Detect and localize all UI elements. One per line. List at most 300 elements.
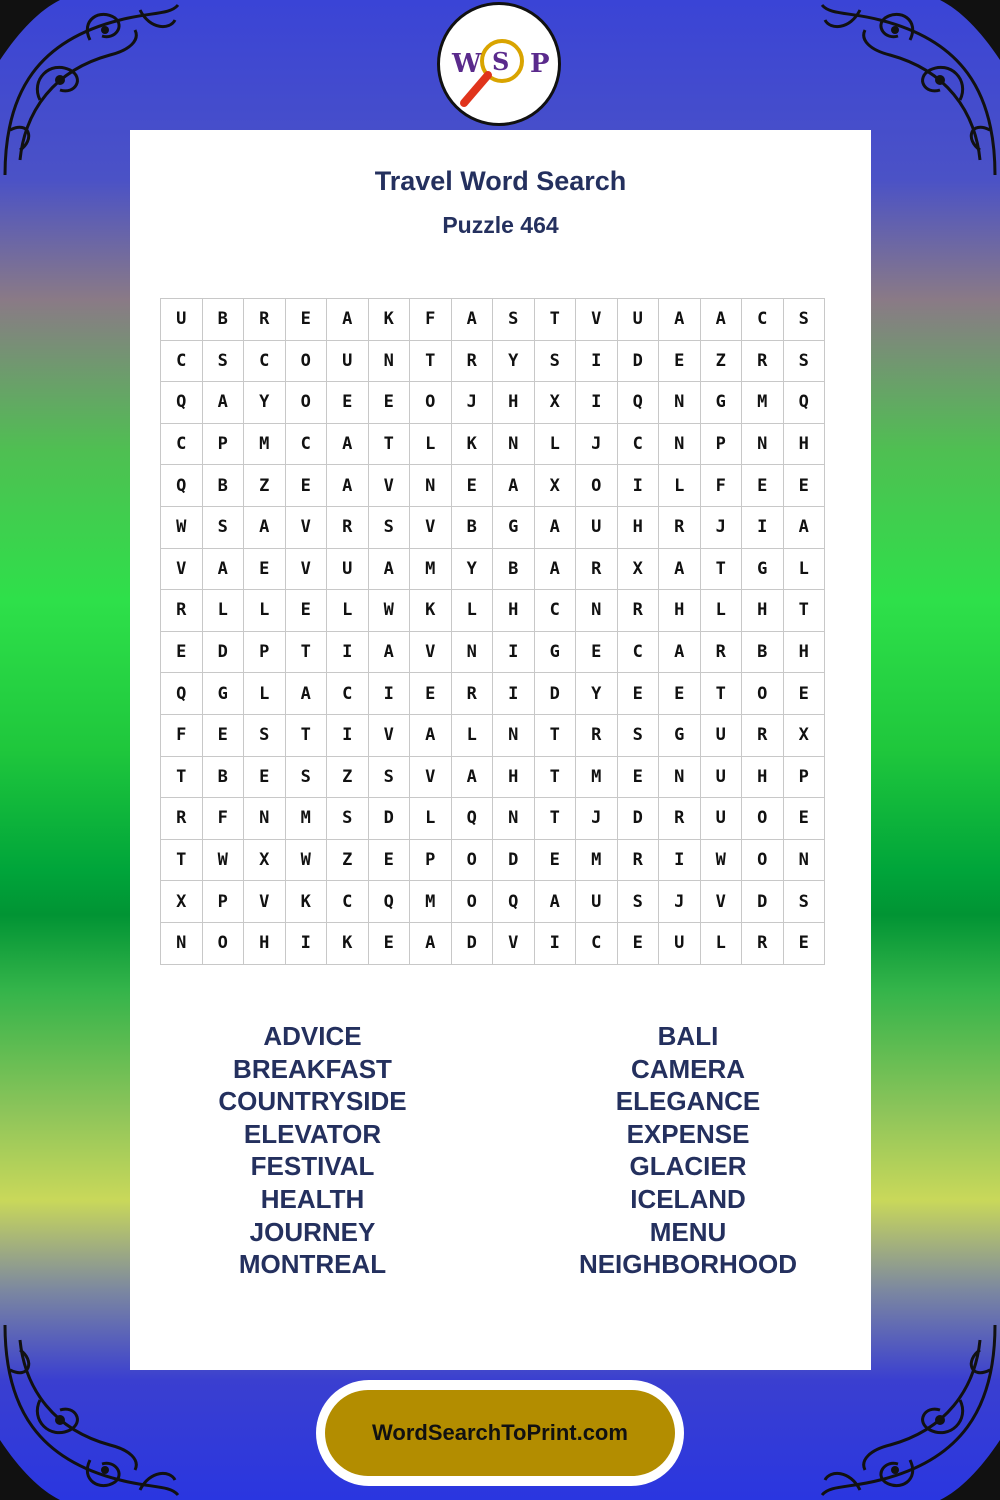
grid-cell[interactable]: H [659,590,701,632]
grid-cell[interactable]: M [576,756,618,798]
grid-cell[interactable]: M [410,548,452,590]
grid-cell[interactable]: R [244,299,286,341]
grid-cell[interactable]: S [617,881,659,923]
grid-cell[interactable]: N [493,798,535,840]
grid-cell[interactable]: V [368,465,410,507]
grid-cell[interactable]: X [534,382,576,424]
grid-cell[interactable]: N [451,631,493,673]
grid-cell[interactable]: S [783,340,825,382]
grid-cell[interactable]: Q [161,382,203,424]
grid-cell[interactable]: V [244,881,286,923]
grid-cell[interactable]: A [493,465,535,507]
grid-cell[interactable]: T [783,590,825,632]
grid-cell[interactable]: H [742,590,784,632]
word-item: ELEVATOR [243,1118,382,1149]
grid-cell[interactable]: Q [617,382,659,424]
grid-cell[interactable]: G [742,548,784,590]
grid-cell[interactable]: U [576,881,618,923]
grid-cell[interactable]: A [534,506,576,548]
grid-cell[interactable]: I [659,839,701,881]
grid-cell[interactable]: A [534,881,576,923]
grid-cell[interactable]: W [285,839,327,881]
grid-cell[interactable]: X [161,881,203,923]
grid-cell[interactable]: B [202,465,244,507]
grid-cell[interactable]: W [368,590,410,632]
grid-cell[interactable]: U [576,506,618,548]
grid-cell[interactable]: L [700,590,742,632]
grid-cell[interactable]: T [534,756,576,798]
grid-cell[interactable]: R [742,922,784,964]
grid-cell[interactable]: C [742,299,784,341]
grid-cell[interactable]: Y [493,340,535,382]
puzzle-number: Puzzle 464 [442,212,559,238]
grid-cell[interactable]: T [534,714,576,756]
grid-cell[interactable]: A [410,922,452,964]
grid-cell[interactable]: E [576,631,618,673]
grid-cell[interactable]: T [534,299,576,341]
grid-cell[interactable]: D [742,881,784,923]
grid-cell[interactable]: Z [327,756,369,798]
grid-cell[interactable]: L [244,590,286,632]
grid-cell[interactable]: E [368,382,410,424]
grid-cell[interactable]: I [742,506,784,548]
grid-cell[interactable]: A [451,756,493,798]
grid-cell[interactable]: B [202,756,244,798]
word-item: EXPENSE [626,1118,750,1149]
grid-row [161,798,825,840]
grid-cell[interactable]: N [410,465,452,507]
grid-cell[interactable]: E [244,548,286,590]
word-item: ELEGANCE [615,1086,761,1117]
grid-row [161,631,825,673]
word-item: ICELAND [630,1183,746,1214]
grid-cell[interactable]: K [327,922,369,964]
grid-cell[interactable]: V [368,714,410,756]
grid-cell[interactable]: L [202,590,244,632]
grid-cell[interactable]: A [534,548,576,590]
grid-cell[interactable]: R [576,714,618,756]
grid-cell[interactable]: K [368,299,410,341]
grid-cell[interactable]: R [451,340,493,382]
word-item: ADVICE [263,1021,362,1051]
grid-cell[interactable]: A [327,299,369,341]
grid-cell[interactable]: M [742,382,784,424]
grid-cell[interactable]: H [493,382,535,424]
grid-cell[interactable]: S [368,756,410,798]
grid-cell[interactable]: E [783,922,825,964]
grid-cell[interactable]: U [659,922,701,964]
logo-letter-p: P [530,49,550,79]
grid-cell[interactable]: S [244,714,286,756]
grid-cell[interactable]: C [161,423,203,465]
grid-cell[interactable]: J [451,382,493,424]
grid-cell[interactable]: I [617,465,659,507]
grid-cell[interactable]: E [617,922,659,964]
word-list-right [530,1020,846,1281]
grid-row [161,506,825,548]
grid-cell[interactable]: T [410,340,452,382]
grid-cell[interactable]: I [576,340,618,382]
grid-row [161,881,825,923]
grid-cell[interactable]: H [742,756,784,798]
grid-cell[interactable]: W [202,839,244,881]
grid-cell[interactable]: V [493,922,535,964]
grid-cell[interactable]: E [368,922,410,964]
grid-cell[interactable]: A [327,465,369,507]
grid-cell[interactable]: E [534,839,576,881]
grid-cell[interactable]: P [202,423,244,465]
grid-cell[interactable]: Q [368,881,410,923]
grid-cell[interactable]: F [202,798,244,840]
grid-cell[interactable]: D [617,798,659,840]
grid-cell[interactable]: A [659,548,701,590]
grid-cell[interactable]: O [451,881,493,923]
word-item: CAMERA [630,1053,746,1084]
logo-letter-w: W [452,49,482,79]
grid-cell[interactable]: D [534,673,576,715]
grid-cell[interactable]: I [576,382,618,424]
word-item: FESTIVAL [250,1151,375,1182]
grid-cell[interactable]: L [534,423,576,465]
grid-cell[interactable]: C [617,423,659,465]
grid-cell[interactable]: O [451,839,493,881]
grid-cell[interactable]: M [285,798,327,840]
site-link[interactable]: WordSearchToPrint.com [325,1390,675,1476]
grid-cell[interactable]: M [244,423,286,465]
grid-cell[interactable]: Q [161,673,203,715]
grid-cell[interactable]: S [783,299,825,341]
grid-cell[interactable]: W [700,839,742,881]
grid-cell[interactable]: L [700,922,742,964]
grid-cell[interactable]: V [576,299,618,341]
grid-cell[interactable]: K [451,423,493,465]
grid-cell[interactable]: L [410,798,452,840]
grid-row [161,548,825,590]
grid-cell[interactable]: O [742,673,784,715]
grid-cell[interactable]: E [659,673,701,715]
grid-cell[interactable]: A [285,673,327,715]
grid-cell[interactable]: C [161,340,203,382]
grid-cell[interactable]: L [451,714,493,756]
grid-cell[interactable]: T [161,756,203,798]
grid-cell[interactable]: Y [244,382,286,424]
grid-cell[interactable]: N [493,423,535,465]
grid-cell[interactable]: N [244,798,286,840]
grid-cell[interactable]: P [202,881,244,923]
grid-cell[interactable]: T [534,798,576,840]
grid-cell[interactable]: X [534,465,576,507]
grid-cell[interactable]: U [700,798,742,840]
grid-cell[interactable]: P [410,839,452,881]
grid-cell[interactable]: R [327,506,369,548]
grid-row [161,714,825,756]
grid-cell[interactable]: V [285,506,327,548]
grid-cell[interactable]: J [659,881,701,923]
word-item: BREAKFAST [233,1053,392,1084]
grid-cell[interactable]: H [617,506,659,548]
grid-cell[interactable]: A [659,631,701,673]
grid-cell[interactable]: H [783,423,825,465]
grid-cell[interactable]: K [285,881,327,923]
grid-cell[interactable]: D [202,631,244,673]
grid-cell[interactable]: N [368,340,410,382]
grid-cell[interactable]: I [493,673,535,715]
grid-cell[interactable]: Q [493,881,535,923]
grid-cell[interactable]: N [161,922,203,964]
grid-cell[interactable]: I [327,714,369,756]
grid-cell[interactable]: I [534,922,576,964]
grid-cell[interactable]: A [327,423,369,465]
grid-cell[interactable]: O [742,839,784,881]
grid-cell[interactable]: V [410,756,452,798]
grid-cell[interactable]: A [451,299,493,341]
grid-cell[interactable]: O [202,922,244,964]
grid-cell[interactable]: E [742,465,784,507]
grid-cell[interactable]: R [617,839,659,881]
grid-cell[interactable]: A [783,506,825,548]
grid-cell[interactable]: T [700,673,742,715]
grid-cell[interactable]: C [285,423,327,465]
grid-cell[interactable]: M [576,839,618,881]
grid-cell[interactable]: I [327,631,369,673]
grid-cell[interactable]: G [659,714,701,756]
grid-cell[interactable]: O [576,465,618,507]
grid-cell[interactable]: U [700,714,742,756]
grid-cell[interactable]: E [617,673,659,715]
grid-cell[interactable]: C [327,881,369,923]
grid-cell[interactable]: V [700,881,742,923]
grid-cell[interactable]: A [410,714,452,756]
grid-cell[interactable]: K [410,590,452,632]
word-item: MENU [649,1216,727,1247]
page-title: Travel Word Search [374,166,627,196]
grid-cell[interactable]: T [161,839,203,881]
grid-cell[interactable]: B [493,548,535,590]
grid-cell[interactable]: E [368,839,410,881]
grid-cell[interactable]: E [202,714,244,756]
grid-row [161,756,825,798]
grid-row [161,340,825,382]
letter-grid[interactable] [160,298,825,965]
grid-cell[interactable]: F [700,465,742,507]
word-item: MONTREAL [238,1249,387,1280]
grid-cell[interactable]: L [783,548,825,590]
grid-cell[interactable]: S [202,340,244,382]
grid-cell[interactable]: E [244,756,286,798]
grid-cell[interactable]: O [285,340,327,382]
grid-cell[interactable]: N [659,423,701,465]
grid-cell[interactable]: R [617,590,659,632]
grid-cell[interactable]: B [451,506,493,548]
grid-cell[interactable]: S [327,798,369,840]
word-item: GLACIER [629,1151,747,1182]
grid-cell[interactable]: B [202,299,244,341]
grid-cell[interactable]: Z [244,465,286,507]
grid-cell[interactable]: B [742,631,784,673]
grid-cell[interactable]: H [244,922,286,964]
grid-cell[interactable]: R [742,714,784,756]
grid-row [161,423,825,465]
grid-cell[interactable]: Z [700,340,742,382]
grid-row [161,922,825,964]
grid-cell[interactable]: H [493,756,535,798]
grid-cell[interactable]: X [783,714,825,756]
grid-cell[interactable]: E [451,465,493,507]
grid-cell[interactable]: N [659,756,701,798]
logo-letter-s: S [492,47,510,76]
puzzle-panel [130,130,871,1370]
grid-cell[interactable]: D [617,340,659,382]
grid-cell[interactable]: N [742,423,784,465]
grid-cell[interactable]: E [285,465,327,507]
grid-cell[interactable]: D [451,922,493,964]
grid-cell[interactable]: O [410,382,452,424]
grid-cell[interactable]: V [410,631,452,673]
grid-cell[interactable]: R [576,548,618,590]
grid-cell[interactable]: G [493,506,535,548]
grid-cell[interactable]: P [783,756,825,798]
grid-cell[interactable]: R [700,631,742,673]
grid-cell[interactable]: A [659,299,701,341]
site-logo[interactable] [437,2,561,126]
grid-cell[interactable]: X [244,839,286,881]
grid-cell[interactable]: S [202,506,244,548]
word-item: NEIGHBORHOOD [578,1249,798,1280]
grid-row [161,299,825,341]
grid-cell[interactable]: X [617,548,659,590]
grid-cell[interactable]: E [327,382,369,424]
grid-cell[interactable]: T [285,631,327,673]
grid-cell[interactable]: N [493,714,535,756]
grid-cell[interactable]: U [617,299,659,341]
word-item: BALI [657,1021,719,1051]
grid-cell[interactable]: O [285,382,327,424]
grid-cell[interactable]: G [202,673,244,715]
grid-row [161,382,825,424]
grid-cell[interactable]: T [368,423,410,465]
grid-cell[interactable]: I [285,922,327,964]
grid-cell[interactable]: Q [451,798,493,840]
grid-cell[interactable]: L [410,423,452,465]
grid-cell[interactable]: S [285,756,327,798]
grid-cell[interactable]: N [659,382,701,424]
footer-banner [316,1380,684,1486]
grid-cell[interactable]: U [327,340,369,382]
grid-cell[interactable]: S [617,714,659,756]
grid-cell[interactable]: E [410,673,452,715]
grid-cell[interactable]: E [285,590,327,632]
grid-cell[interactable]: A [202,382,244,424]
grid-cell[interactable]: I [493,631,535,673]
grid-cell[interactable]: Y [576,673,618,715]
word-list-left [160,1020,465,1281]
grid-cell[interactable]: N [576,590,618,632]
grid-cell[interactable]: D [493,839,535,881]
grid-cell[interactable]: E [783,798,825,840]
grid-row [161,839,825,881]
grid-cell[interactable]: D [368,798,410,840]
grid-cell[interactable]: R [659,798,701,840]
grid-cell[interactable]: S [534,340,576,382]
grid-cell[interactable]: V [285,548,327,590]
grid-cell[interactable]: J [700,506,742,548]
grid-row [161,590,825,632]
grid-cell[interactable]: G [534,631,576,673]
grid-cell[interactable]: T [285,714,327,756]
grid-cell[interactable]: C [244,340,286,382]
grid-cell[interactable]: E [285,299,327,341]
grid-cell[interactable]: L [451,590,493,632]
grid-cell[interactable]: Q [783,382,825,424]
grid-cell[interactable]: L [244,673,286,715]
grid-cell[interactable]: H [493,590,535,632]
grid-cell[interactable]: E [783,465,825,507]
grid-cell[interactable]: N [783,839,825,881]
word-item: JOURNEY [249,1216,376,1247]
grid-cell[interactable]: A [368,548,410,590]
grid-cell[interactable]: R [161,590,203,632]
grid-cell[interactable]: W [161,506,203,548]
grid-row [161,465,825,507]
grid-cell[interactable]: U [327,548,369,590]
grid-cell[interactable]: U [700,756,742,798]
grid-cell[interactable]: P [700,423,742,465]
grid-cell[interactable]: R [161,798,203,840]
grid-cell[interactable]: F [161,714,203,756]
grid-cell[interactable]: C [327,673,369,715]
grid-cell[interactable]: T [700,548,742,590]
grid-cell[interactable]: E [617,756,659,798]
grid-cell[interactable]: L [327,590,369,632]
grid-cell[interactable]: A [700,299,742,341]
grid-cell[interactable]: E [161,631,203,673]
grid-cell[interactable]: Y [451,548,493,590]
grid-row [161,673,825,715]
grid-cell[interactable]: R [451,673,493,715]
grid-cell[interactable]: Z [327,839,369,881]
grid-cell[interactable]: L [659,465,701,507]
grid-cell[interactable]: P [244,631,286,673]
grid-cell[interactable]: C [534,590,576,632]
grid-cell[interactable]: F [410,299,452,341]
grid-cell[interactable]: C [576,922,618,964]
grid-cell[interactable]: S [368,506,410,548]
grid-cell[interactable]: R [659,506,701,548]
grid-cell[interactable]: S [493,299,535,341]
word-item: HEALTH [260,1183,365,1214]
grid-cell[interactable]: O [742,798,784,840]
grid-cell[interactable]: A [368,631,410,673]
grid-cell[interactable]: M [410,881,452,923]
grid-cell[interactable]: G [700,382,742,424]
grid-cell[interactable]: R [742,340,784,382]
grid-cell[interactable]: I [368,673,410,715]
grid-cell[interactable]: E [783,673,825,715]
word-item: COUNTRYSIDE [218,1086,407,1117]
grid-cell[interactable]: A [202,548,244,590]
grid-cell[interactable]: E [659,340,701,382]
grid-cell[interactable]: V [410,506,452,548]
grid-cell[interactable]: J [576,423,618,465]
grid-cell[interactable]: A [244,506,286,548]
grid-cell[interactable]: U [161,299,203,341]
grid-cell[interactable]: V [161,548,203,590]
grid-cell[interactable]: Q [161,465,203,507]
grid-cell[interactable]: S [783,881,825,923]
grid-cell[interactable]: J [576,798,618,840]
grid-cell[interactable]: C [617,631,659,673]
grid-cell[interactable]: H [783,631,825,673]
